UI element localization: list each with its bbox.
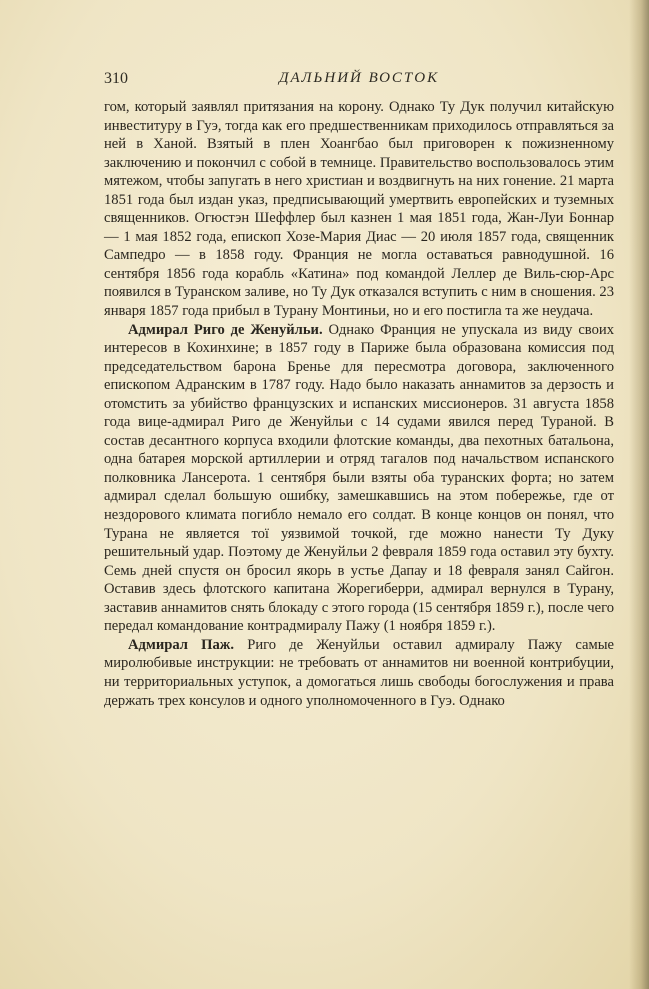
page-gutter-shadow	[629, 0, 649, 989]
paragraph-1	[104, 98, 614, 321]
paragraph-3	[104, 636, 614, 710]
paragraph-3-text: Риго де Женуйльи оставил адмиралу Пажу самые миролюбивые инструкции: не требовать от аннамитов ни военной контрибуции, ни территориальных уступок, а домогаться лишь свободы богослужения и права держать трех консулов и одного уполномоченного в Гуэ. Однако	[104, 636, 614, 709]
running-title: ДАЛЬНИЙ ВОСТОК	[278, 70, 440, 86]
section-heading-rigault: Адмирал Риго де Женуйльи.	[128, 321, 323, 338]
page-number: 310	[104, 70, 128, 87]
page-header	[104, 70, 614, 92]
paragraph-2-text: Однако Франция не упускала из виду своих интересов в Кохинхине; в 1857 году в Париже была образована комиссия под председательством барона Бренье для пересмотра договора, заключенного епископом Адранским в 1787 году. Надо было наказать аннамитов за дерзость и отомстить за убийство французских и испанских миссионеров. 31 августа 1858 года вице-адмирал Риго де Женуйльи с 14 судами явился перед Тураной. В состав десантного корпуса входили флотские команды, два пехотных батальона, одна батарея морской артиллерии и отряд тагалов под начальством испанского полковника Лансерота. 1 сентября были взяты оба туранских форта; но затем адмирал сделал большую ошибку, замешкавшись на этом побережье, где от нездорового климата погибло немало его солдат. В конце концов он понял, что Турана не является тої уязвимой точкой, где можно нанести Ту Дуку решительный удар. Поэтому де Женуйльи 2 февраля 1859 года оставил эту бухту. Семь дней спустя он бросил якорь в устье Дапау и 18 февраля занял Сайгон. Оставив здесь флотского капитана Жорегиберри, адмирал вернулся в Турану, заставив аннамитов снять блокаду с этого города (15 сентября 1859 г.), после чего передал командование контрадмиралу Пажу (1 ноября 1859 г.).	[104, 321, 614, 635]
body-text	[104, 98, 614, 710]
paragraph-1-text: гом, который заявлял притязания на корону. Однако Ту Дук получил китайскую инвеституру в Гуэ, тогда как его предшественникам приходилось отправляться за ней в Ханой. Взятый в плен Хоангбао был приговорен к пожизненному заключению и покончил с собой в темнице. Правительство воспользовалось этим мятежом, чтобы запугать в него христиан и воздвигнуть на них гонение. 21 марта 1851 года был издан указ, предписывающий умертвить европейских и туземных священников. Огюстэн Шеффлер был казнен 1 мая 1851 года, Жан-Луи Боннар — 1 мая 1852 года, епископ Хозе-Мария Диас — 20 июля 1857 года, священник Сампедро — в 1858 году. Франция не могла оставаться равнодушной. 16 сентября 1856 года корабль «Катина» под командой Леллер де Виль-сюр-Арс появился в Туранском заливе, но Ту Дук отказался вступить с ним в сношения. 23 января 1857 года прибыл в Турану Монтиньи, но и его постигла та же неудача.	[104, 99, 614, 320]
section-heading-page: Адмирал Паж.	[128, 636, 235, 653]
paragraph-2	[104, 321, 614, 636]
